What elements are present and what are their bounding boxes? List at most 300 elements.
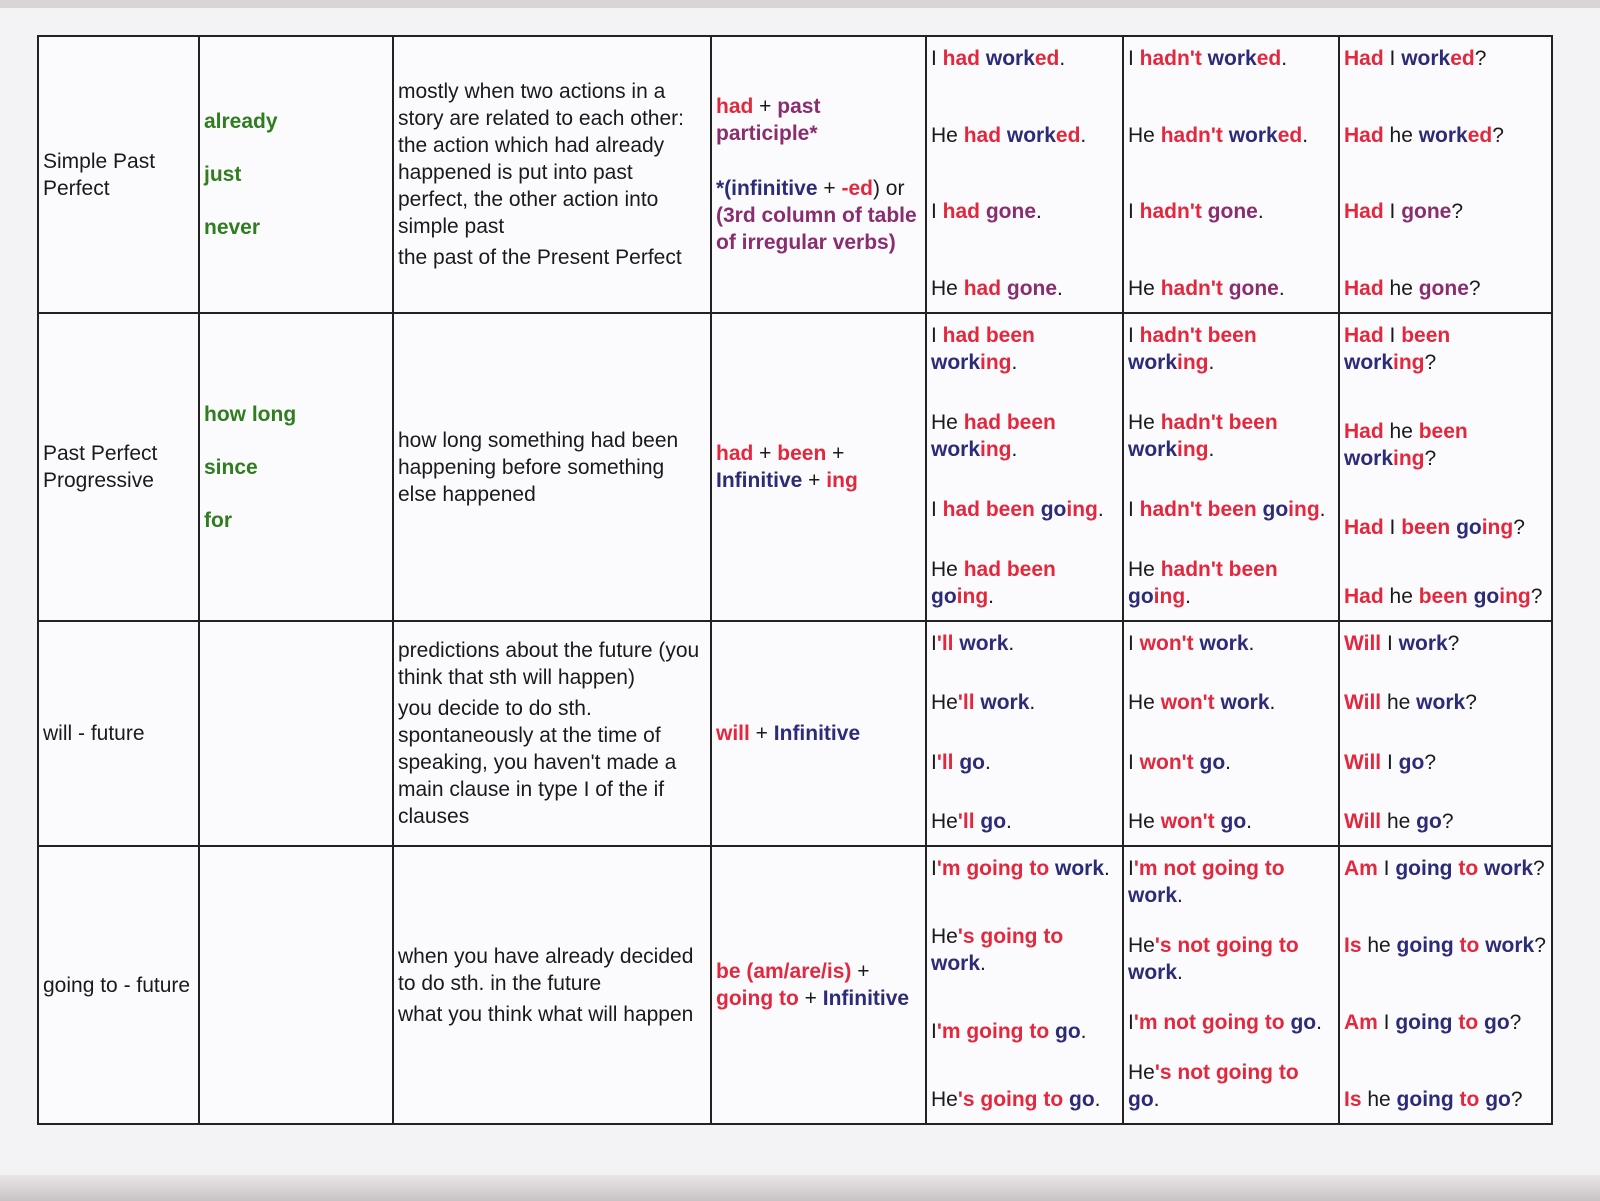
example-sentence <box>1128 630 1334 657</box>
text-segment: 'll <box>957 809 975 833</box>
example-sentence <box>1128 749 1334 776</box>
text-segment: *(infinitive <box>716 177 818 200</box>
question-examples-cell <box>1339 621 1552 846</box>
text-segment: work <box>1484 857 1534 880</box>
text-segment: work <box>1006 123 1056 147</box>
tense-name-line: Progressive <box>43 469 154 492</box>
text-segment: he <box>1381 809 1417 833</box>
text-segment: won't <box>1139 750 1194 774</box>
form-cell <box>711 313 926 621</box>
example-list <box>1344 855 1547 1113</box>
text-segment: go <box>1485 1088 1511 1111</box>
form-cell <box>711 621 926 846</box>
text-segment: I <box>1383 516 1402 539</box>
text-segment: gone <box>1207 200 1258 224</box>
text-segment: . <box>1080 1020 1087 1043</box>
signal-word: just <box>204 163 242 186</box>
example-sentence <box>931 496 1118 523</box>
text-segment: . <box>1008 632 1015 655</box>
text-segment: Had <box>1344 47 1384 70</box>
text-segment: had been <box>963 411 1056 434</box>
text-segment: had <box>942 200 981 224</box>
text-segment: ed <box>1256 47 1282 70</box>
usage-text: you decide to do sth. spontaneously at the time of speaking, you haven't made a main clause in type I of the if clauses <box>398 697 677 828</box>
text-segment: Had <box>1344 200 1384 224</box>
text-segment: work <box>959 632 1009 655</box>
usage-text: what you think what will happen <box>398 1002 694 1026</box>
text-segment: Is <box>1344 934 1362 957</box>
text-segment: hadn't been <box>1160 411 1278 434</box>
text-segment: go <box>1055 1020 1081 1043</box>
example-sentence <box>1344 418 1547 472</box>
text-segment: ? <box>1513 516 1525 539</box>
text-segment: be (am/are/is) <box>716 960 852 983</box>
text-segment: ing <box>1288 498 1320 521</box>
text-segment: I <box>1381 750 1399 774</box>
text-segment: to <box>1452 1011 1479 1034</box>
text-segment: had been <box>963 558 1056 581</box>
signal-words-cell <box>199 313 393 621</box>
text-segment: . <box>1011 351 1018 374</box>
tense-name-cell <box>38 846 199 1124</box>
text-segment: . <box>1246 809 1253 833</box>
signal-word: never <box>204 216 261 239</box>
text-segment: . <box>1185 585 1191 608</box>
text-segment: won't <box>1160 691 1215 715</box>
text-segment: ? <box>1441 809 1454 833</box>
text-segment: . <box>1094 1088 1101 1111</box>
text-segment: He <box>1128 411 1161 434</box>
usage-cell <box>393 36 711 313</box>
example-sentence <box>1128 855 1334 909</box>
affirmative-examples-cell <box>926 621 1123 846</box>
example-list <box>931 322 1118 610</box>
text-segment: hadn't <box>1139 200 1202 224</box>
negative-examples-cell <box>1123 621 1339 846</box>
text-segment: I <box>931 1020 937 1043</box>
text-segment: He <box>1128 1061 1155 1084</box>
example-list <box>1344 322 1547 610</box>
text-segment: . <box>1057 276 1063 300</box>
text-segment: Infinitive <box>773 722 861 745</box>
example-sentence <box>931 689 1118 716</box>
text-segment: + <box>753 95 778 118</box>
text-segment: work <box>1128 438 1178 461</box>
text-segment: I <box>931 47 943 70</box>
example-sentence <box>1344 749 1547 776</box>
text-segment: hadn't <box>1160 276 1223 300</box>
text-segment: He <box>1128 276 1161 300</box>
form-cell <box>711 36 926 313</box>
text-segment: + <box>802 469 827 492</box>
text-segment: -ed <box>841 177 873 200</box>
example-list <box>931 45 1118 302</box>
example-sentence <box>931 630 1118 657</box>
text-segment: go <box>1398 750 1425 774</box>
text-segment: I <box>1377 857 1396 880</box>
text-segment: go <box>1290 1011 1317 1034</box>
text-segment: I <box>1381 632 1399 655</box>
text-segment: go <box>1484 1011 1510 1034</box>
text-segment: work <box>1207 47 1257 70</box>
text-segment: Had <box>1344 276 1384 300</box>
text-segment: been <box>1418 420 1468 443</box>
example-sentence <box>931 322 1118 376</box>
tense-name-cell <box>38 621 199 846</box>
text-segment: I <box>1383 324 1402 347</box>
text-segment: + <box>817 177 842 200</box>
text-segment: work <box>931 438 981 461</box>
text-segment: work <box>1128 961 1178 984</box>
text-segment: (3rd column of table of irregular verbs) <box>716 204 917 254</box>
text-segment: ? <box>1424 447 1437 470</box>
text-segment: ed <box>1034 47 1060 70</box>
example-list <box>1128 630 1334 835</box>
signal-word: how long <box>204 402 297 426</box>
text-segment: had <box>942 47 981 70</box>
text-segment: had <box>963 276 1002 300</box>
table-row <box>38 313 1552 621</box>
text-segment: he <box>1383 585 1419 608</box>
text-segment: + <box>851 960 870 983</box>
signal-word: already <box>204 110 278 133</box>
scan-edge-top <box>0 0 1600 8</box>
text-segment: . <box>1011 438 1018 461</box>
affirmative-examples-cell <box>926 846 1123 1124</box>
text-segment: gone <box>1006 276 1058 300</box>
text-segment: He <box>931 925 958 948</box>
text-segment: Infinitive <box>822 987 910 1010</box>
example-sentence <box>931 409 1118 463</box>
text-segment: . <box>1036 200 1042 224</box>
example-sentence <box>931 198 1118 225</box>
text-segment: . <box>1302 123 1309 147</box>
text-segment: going <box>1396 934 1454 957</box>
text-segment: ing <box>980 351 1012 374</box>
usage-text: the past of the Present Perfect <box>398 246 682 269</box>
text-segment: ? <box>1510 1088 1523 1111</box>
example-sentence <box>1128 409 1334 463</box>
text-segment: Am <box>1344 1011 1378 1034</box>
usage-text: how long something had been happening before something else happened <box>398 428 679 506</box>
text-segment: Had <box>1344 324 1384 347</box>
text-segment: been <box>1418 585 1468 608</box>
text-segment: Infinitive <box>716 469 803 492</box>
form-formula <box>716 93 921 147</box>
text-segment: been <box>1401 516 1451 539</box>
example-sentence <box>1344 322 1547 376</box>
text-segment: + <box>798 987 823 1010</box>
text-segment: . <box>1059 47 1066 70</box>
text-segment: work <box>931 351 981 374</box>
text-segment: hadn't <box>1160 123 1223 147</box>
text-segment: ? <box>1468 276 1481 300</box>
text-segment: He <box>1128 809 1161 833</box>
example-list <box>1344 630 1547 835</box>
example-sentence <box>1344 808 1547 835</box>
text-segment: Had <box>1344 420 1384 443</box>
example-sentence <box>931 923 1118 977</box>
text-segment: to <box>1453 1088 1480 1111</box>
text-segment: 'll <box>957 691 975 715</box>
example-sentence <box>1128 198 1334 225</box>
text-segment: he <box>1383 123 1419 147</box>
text-segment: go <box>1416 809 1442 833</box>
example-sentence <box>1128 689 1334 716</box>
text-segment: I <box>931 498 943 521</box>
signal-word: for <box>204 508 232 532</box>
table-row <box>38 621 1552 846</box>
tense-name-line: Past Perfect <box>43 442 158 465</box>
text-segment: . <box>1278 276 1285 300</box>
text-segment: work <box>931 952 981 975</box>
table-row <box>38 846 1552 1124</box>
example-sentence <box>1344 932 1547 959</box>
tense-table <box>37 35 1553 1125</box>
negative-examples-cell <box>1123 36 1339 313</box>
text-segment: hadn't been <box>1139 324 1257 347</box>
text-segment: + <box>753 442 778 465</box>
example-sentence <box>1344 1009 1547 1036</box>
example-list <box>931 855 1118 1113</box>
tense-name-line: Perfect <box>43 176 110 200</box>
text-segment: . <box>1208 351 1215 374</box>
negative-examples-cell <box>1123 846 1339 1124</box>
text-segment: work <box>1344 447 1394 470</box>
text-segment: ing <box>1177 351 1209 374</box>
text-segment: ed <box>1055 123 1081 147</box>
example-sentence <box>1344 122 1547 149</box>
text-segment: Is <box>1344 1088 1362 1111</box>
form-formula <box>716 720 921 747</box>
text-segment: work <box>1128 884 1178 907</box>
text-segment: ing <box>1153 585 1186 608</box>
example-sentence <box>931 556 1118 610</box>
text-segment: I <box>931 857 937 880</box>
text-segment: he <box>1383 276 1419 300</box>
text-segment: go <box>1262 498 1289 521</box>
example-sentence <box>1128 275 1334 302</box>
text-segment: work <box>1199 632 1249 655</box>
tense-name-line: going to - future <box>43 973 191 997</box>
text-segment: work <box>1485 934 1535 957</box>
text-segment: I <box>1128 632 1140 655</box>
text-segment: ? <box>1451 200 1464 224</box>
text-segment: work <box>980 691 1030 715</box>
text-segment: . <box>1097 498 1104 521</box>
text-segment: hadn't been <box>1139 498 1257 521</box>
text-segment: I <box>931 632 937 655</box>
text-segment: 'm not going to <box>1133 857 1285 880</box>
text-segment: I <box>1128 47 1140 70</box>
tense-name-cell <box>38 313 199 621</box>
text-segment: . <box>1257 200 1264 224</box>
text-segment: ? <box>1424 750 1436 774</box>
text-segment: I <box>931 324 943 347</box>
text-segment: Am <box>1344 857 1378 880</box>
text-segment: ? <box>1424 351 1437 374</box>
text-segment: work <box>985 47 1035 70</box>
text-segment: ing <box>1481 516 1514 539</box>
usage-text: mostly when two actions in a story are related to each other: the action which had already happened is put into past perfect, the other action into simple past <box>398 80 684 238</box>
text-segment: . <box>1153 1088 1160 1111</box>
signal-words-cell <box>199 621 393 846</box>
text-segment: ing <box>1393 351 1425 374</box>
text-segment: I <box>931 200 943 224</box>
example-sentence <box>1344 198 1547 225</box>
text-segment: . <box>980 952 986 975</box>
text-segment: + <box>826 442 845 465</box>
text-segment: go <box>1128 1088 1154 1111</box>
text-segment: ? <box>1530 585 1543 608</box>
text-segment: . <box>985 750 991 774</box>
tense-name-line: Simple Past <box>43 149 156 173</box>
text-segment: ing <box>826 469 858 492</box>
example-sentence <box>1344 689 1547 716</box>
text-segment: work <box>1401 47 1451 70</box>
text-segment: go <box>1456 516 1482 539</box>
example-list <box>1344 45 1547 302</box>
example-sentence <box>1128 45 1334 72</box>
text-segment: Had <box>1344 516 1384 539</box>
text-segment: . <box>1006 809 1012 833</box>
form-formula <box>716 440 921 494</box>
text-segment: ? <box>1533 857 1545 880</box>
text-segment: He <box>931 411 964 434</box>
text-segment: . <box>1080 123 1087 147</box>
example-sentence <box>931 45 1118 72</box>
example-sentence <box>931 275 1118 302</box>
text-segment: been <box>777 442 827 465</box>
example-list <box>1128 855 1334 1113</box>
text-segment: to <box>1452 857 1479 880</box>
example-sentence <box>931 1086 1118 1113</box>
text-segment: had <box>716 442 754 465</box>
example-sentence <box>1128 1009 1334 1036</box>
form-cell <box>711 846 926 1124</box>
text-segment: 'm going to <box>936 1020 1050 1043</box>
text-segment: work <box>1418 123 1468 147</box>
example-sentence <box>1344 45 1547 72</box>
text-segment: to <box>1453 934 1480 957</box>
text-segment: He <box>931 123 964 147</box>
text-segment: going <box>1396 1088 1454 1111</box>
text-segment: go <box>959 750 986 774</box>
text-segment: had <box>963 123 1002 147</box>
example-sentence <box>1128 122 1334 149</box>
text-segment: will <box>716 722 750 745</box>
text-segment: Had <box>1344 123 1384 147</box>
text-segment: gone <box>1401 200 1452 224</box>
text-segment: work <box>1055 857 1105 880</box>
text-segment: go <box>931 585 957 608</box>
text-segment: he <box>1361 934 1397 957</box>
text-segment: I <box>1128 857 1134 880</box>
usage-cell <box>393 846 711 1124</box>
text-segment: gone <box>1228 276 1279 300</box>
text-segment: go <box>1220 809 1247 833</box>
text-segment: ing <box>956 585 989 608</box>
text-segment: . <box>1177 884 1183 907</box>
negative-examples-cell <box>1123 313 1339 621</box>
example-list <box>931 630 1118 835</box>
text-segment: . <box>1177 961 1183 984</box>
text-segment: ing <box>980 438 1012 461</box>
text-segment: gone <box>985 200 1037 224</box>
tense-name-line: will - future <box>43 722 145 745</box>
form-formula <box>716 958 921 1012</box>
text-segment: 's going to <box>957 1088 1064 1111</box>
example-list <box>1128 45 1334 302</box>
example-sentence <box>1128 932 1334 986</box>
text-segment: work <box>1416 691 1466 715</box>
text-segment: ) or <box>872 177 905 200</box>
text-segment: I <box>1383 47 1402 70</box>
text-segment: 'll <box>936 632 954 655</box>
text-segment: . <box>1319 498 1326 521</box>
text-segment: ? <box>1509 1011 1522 1034</box>
text-segment: ? <box>1534 934 1546 957</box>
example-sentence <box>931 749 1118 776</box>
text-segment: 's not going to <box>1154 1061 1299 1084</box>
text-segment: . <box>1269 691 1276 715</box>
text-segment: ing <box>1066 498 1098 521</box>
text-segment: I <box>1128 200 1140 224</box>
text-segment: Will <box>1344 809 1382 833</box>
text-segment: I <box>931 750 937 774</box>
text-segment: he <box>1361 1088 1397 1111</box>
example-sentence <box>931 122 1118 149</box>
affirmative-examples-cell <box>926 313 1123 621</box>
text-segment: go <box>1473 585 1500 608</box>
example-sentence <box>1128 322 1334 376</box>
example-sentence <box>1344 630 1547 657</box>
text-segment: won't <box>1160 809 1215 833</box>
text-segment: go <box>980 809 1007 833</box>
text-segment: I <box>1128 324 1140 347</box>
text-segment: He <box>1128 691 1161 715</box>
text-segment: ? <box>1474 47 1487 70</box>
text-segment: going <box>1395 1011 1453 1034</box>
text-segment: work <box>1220 691 1270 715</box>
text-segment: ? <box>1447 632 1460 655</box>
text-segment: had been <box>942 324 1035 347</box>
text-segment: ? <box>1465 691 1477 715</box>
text-segment: He <box>1128 558 1161 581</box>
text-segment: . <box>1225 750 1231 774</box>
table-row <box>38 36 1552 313</box>
text-segment: work <box>1128 351 1178 374</box>
text-segment: go <box>1128 585 1154 608</box>
text-segment: he <box>1383 420 1419 443</box>
text-segment: ed <box>1467 123 1493 147</box>
question-examples-cell <box>1339 846 1552 1124</box>
text-segment: had been <box>942 498 1035 521</box>
text-segment: . <box>1104 857 1110 880</box>
text-segment: 'm going to <box>936 857 1050 880</box>
example-sentence <box>1128 808 1334 835</box>
example-sentence <box>1344 855 1547 882</box>
text-segment: 's not going to <box>1154 934 1299 957</box>
text-segment: He <box>931 1088 958 1111</box>
text-segment: go <box>1040 498 1067 521</box>
signal-words-cell <box>199 846 393 1124</box>
text-segment: won't <box>1139 632 1194 655</box>
example-sentence <box>1344 514 1547 541</box>
example-sentence <box>1128 1059 1334 1113</box>
text-segment: He <box>1128 123 1161 147</box>
text-segment: going <box>1395 857 1453 880</box>
